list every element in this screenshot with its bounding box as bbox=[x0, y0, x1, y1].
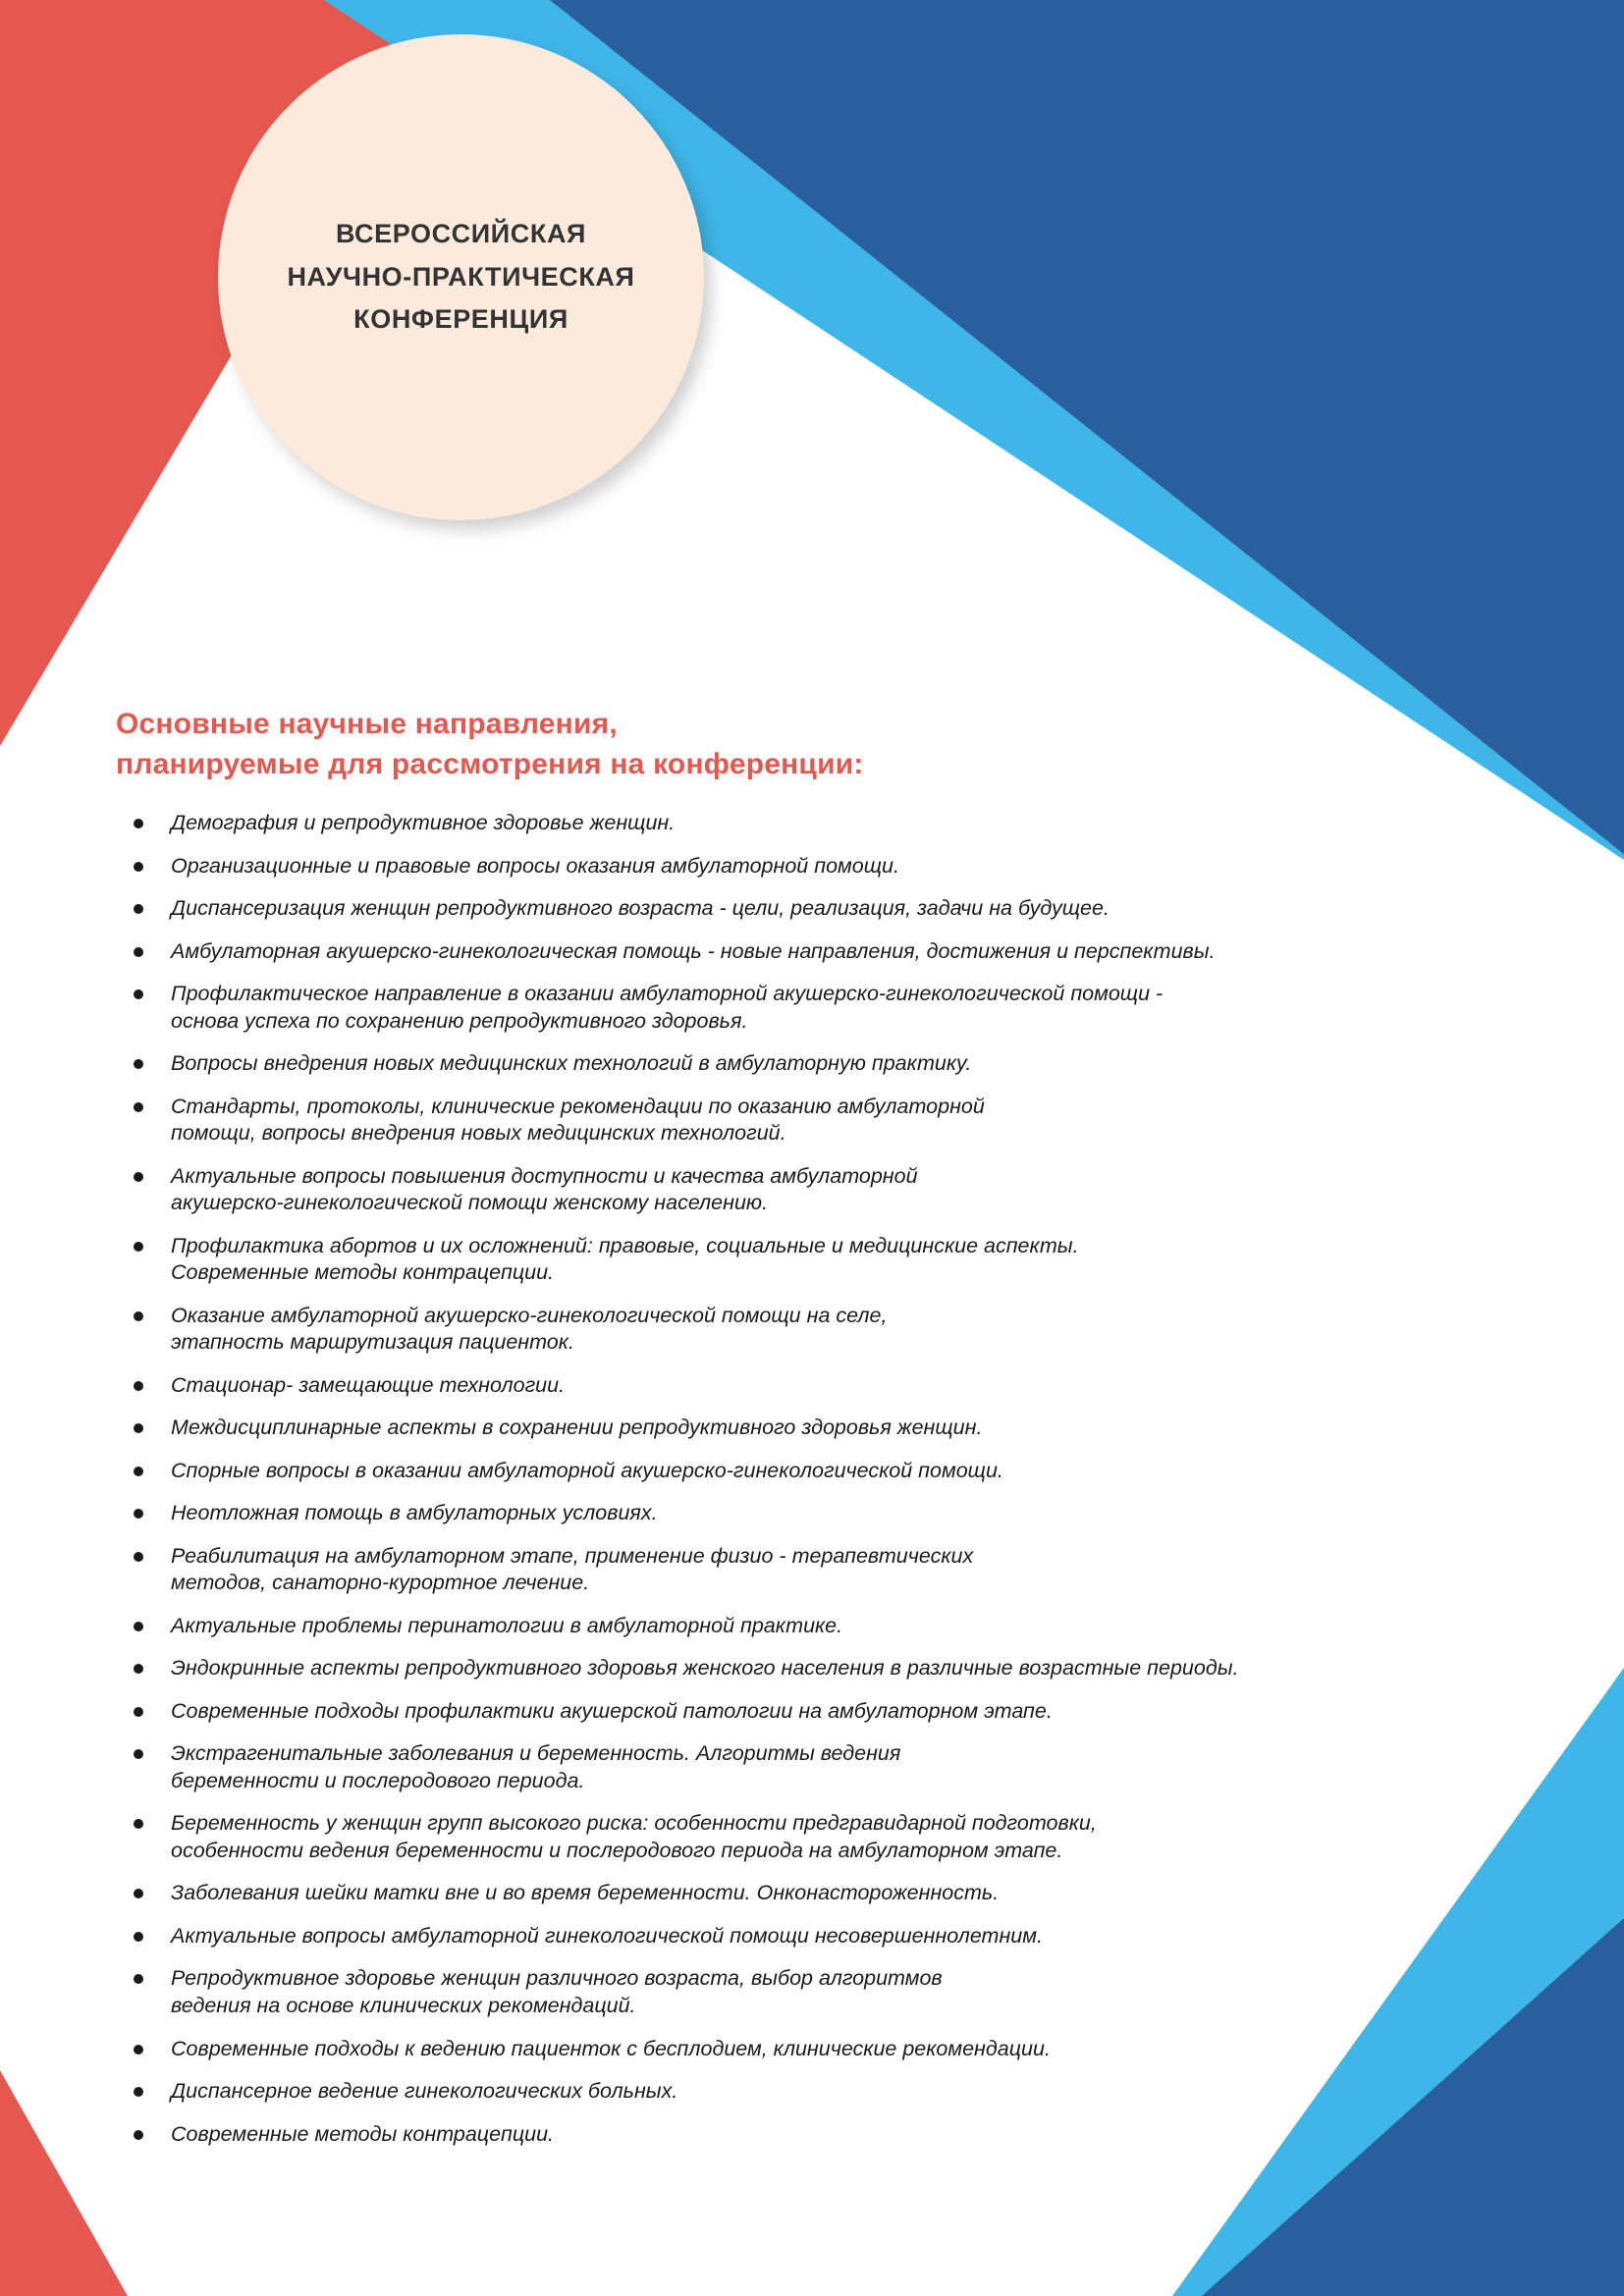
list-item bbox=[116, 1965, 1510, 2019]
list-item-line: Демография и репродуктивное здоровье женщин. bbox=[171, 811, 676, 834]
list-item bbox=[116, 1303, 1510, 1357]
list-item bbox=[116, 1613, 1510, 1640]
list-item bbox=[116, 1094, 1510, 1148]
badge-line-1: ВСЕРОССИЙСКАЯ bbox=[335, 218, 587, 248]
list-item-line: Эндокринные аспекты репродуктивного здоровья женского населения в различные возрастные периоды. bbox=[171, 1656, 1239, 1681]
list-item-line: помощи, вопросы внедрения новых медицинских технологий. bbox=[171, 1121, 786, 1146]
list-item-line: Профилактика абортов и их осложнений: правовые, социальные и медицинские аспекты. bbox=[171, 1233, 1079, 1257]
conference-badge-text bbox=[287, 213, 634, 342]
list-item-line: основа успеха по сохранению репродуктивного здоровья. bbox=[171, 1008, 748, 1033]
list-item-line: Амбулаторная акушерско-гинекологическая помощь - новые направления, достижения и перспективы. bbox=[171, 938, 1216, 963]
list-item-line: Диспансеризация женщин репродуктивного возраста - цели, реализация, задачи на будущее. bbox=[171, 896, 1110, 921]
list-item-line: Экстрагенитальные заболевания и беременность. Алгоритмы ведения bbox=[171, 1741, 901, 1766]
list-item bbox=[116, 1050, 1510, 1078]
list-item-line: Междисциплинарные аспекты в сохранении репродуктивного здоровья женщин. bbox=[171, 1415, 983, 1440]
list-item-line: Актуальные вопросы амбулаторной гинекологической помощи несовершеннолетним. bbox=[171, 1923, 1043, 1948]
list-item-line: Актуальные проблемы перинатологии в амбулаторной практике. bbox=[171, 1613, 843, 1637]
list-item-line: Стандарты, протоколы, клинические рекомендации по оказанию амбулаторной bbox=[171, 1094, 985, 1118]
topics-list bbox=[116, 810, 1510, 2148]
list-item-line: особенности ведения беременности и послеродового периода на амбулаторном этапе. bbox=[171, 1838, 1063, 1862]
list-item bbox=[116, 938, 1510, 966]
list-item-line: Актуальные вопросы повышения доступности и качества амбулаторной bbox=[171, 1163, 918, 1188]
section-title bbox=[116, 705, 1510, 784]
list-item bbox=[116, 2036, 1510, 2063]
list-item bbox=[116, 1655, 1510, 1682]
list-item-line: этапность маршрутизация пациенток. bbox=[171, 1330, 574, 1355]
list-item bbox=[116, 1810, 1510, 1864]
conference-badge bbox=[218, 34, 704, 520]
list-item-line: беременности и послеродового периода. bbox=[171, 1768, 585, 1792]
list-item bbox=[116, 1543, 1510, 1597]
list-item bbox=[116, 1415, 1510, 1442]
list-item bbox=[116, 2078, 1510, 2106]
list-item bbox=[116, 1163, 1510, 1217]
list-item-line: Современные подходы к ведению пациенток с бесплодием, клинические рекомендации. bbox=[171, 2036, 1051, 2060]
list-item bbox=[116, 1233, 1510, 1287]
list-item bbox=[116, 1698, 1510, 1726]
list-item bbox=[116, 895, 1510, 923]
list-item bbox=[116, 1500, 1510, 1527]
list-item-line: Современные методы контрацепции. bbox=[171, 2121, 555, 2146]
list-item-line: Реабилитация на амбулаторном этапе, применение физио - терапевтических bbox=[171, 1543, 974, 1568]
list-item-line: Беременность у женщин групп высокого риска: особенности предгравидарной подготовки, bbox=[171, 1811, 1097, 1836]
section-title-line-1: Основные научные направления, bbox=[116, 708, 618, 740]
list-item-line: Неотложная помощь в амбулаторных условиях. bbox=[171, 1501, 658, 1525]
list-item-line: Диспансерное ведение гинекологических больных. bbox=[171, 2079, 678, 2104]
list-item-line: акушерско-гинекологической помощи женскому населению. bbox=[171, 1191, 769, 1215]
badge-line-2: НАУЧНО-ПРАКТИЧЕСКАЯ bbox=[287, 261, 635, 292]
list-item-line: Спорные вопросы в оказании амбулаторной акушерско-гинекологической помощи. bbox=[171, 1458, 1003, 1482]
list-item-line: ведения на основе клинических рекомендаций. bbox=[171, 1993, 636, 2017]
list-item bbox=[116, 2121, 1510, 2149]
list-item bbox=[116, 1923, 1510, 1950]
list-item-line: методов, санаторно-курортное лечение. bbox=[171, 1571, 590, 1595]
list-item-line: Стационар- замещающие технологии. bbox=[171, 1372, 566, 1397]
list-item bbox=[116, 810, 1510, 837]
list-item bbox=[116, 981, 1510, 1035]
list-item-line: Оказание амбулаторной акушерско-гинекологической помощи на селе, bbox=[171, 1303, 888, 1327]
main-content bbox=[116, 705, 1510, 2163]
list-item-line: Современные подходы профилактики акушерской патологии на амбулаторном этапе. bbox=[171, 1698, 1053, 1723]
list-item-line: Профилактическое направление в оказании амбулаторной акушерско-гинекологической помощи - bbox=[171, 982, 1164, 1006]
list-item-line: Современные методы контрацепции. bbox=[171, 1260, 555, 1285]
list-item bbox=[116, 1458, 1510, 1485]
section-title-line-2: планируемые для рассмотрения на конференции: bbox=[116, 747, 864, 780]
list-item bbox=[116, 1740, 1510, 1794]
badge-line-3: КОНФЕРЕНЦИЯ bbox=[353, 304, 568, 335]
list-item bbox=[116, 1372, 1510, 1400]
list-item-line: Репродуктивное здоровье женщин различного возраста, выбор алгоритмов bbox=[171, 1966, 943, 1991]
list-item-line: Заболевания шейки матки вне и во время беременности. Онконастороженность. bbox=[171, 1881, 1000, 1905]
list-item bbox=[116, 1880, 1510, 1907]
list-item-line: Организационные и правовые вопросы оказания амбулаторной помощи. bbox=[171, 853, 899, 878]
list-item-line: Вопросы внедрения новых медицинских технологий в амбулаторную практику. bbox=[171, 1051, 972, 1076]
list-item bbox=[116, 853, 1510, 881]
